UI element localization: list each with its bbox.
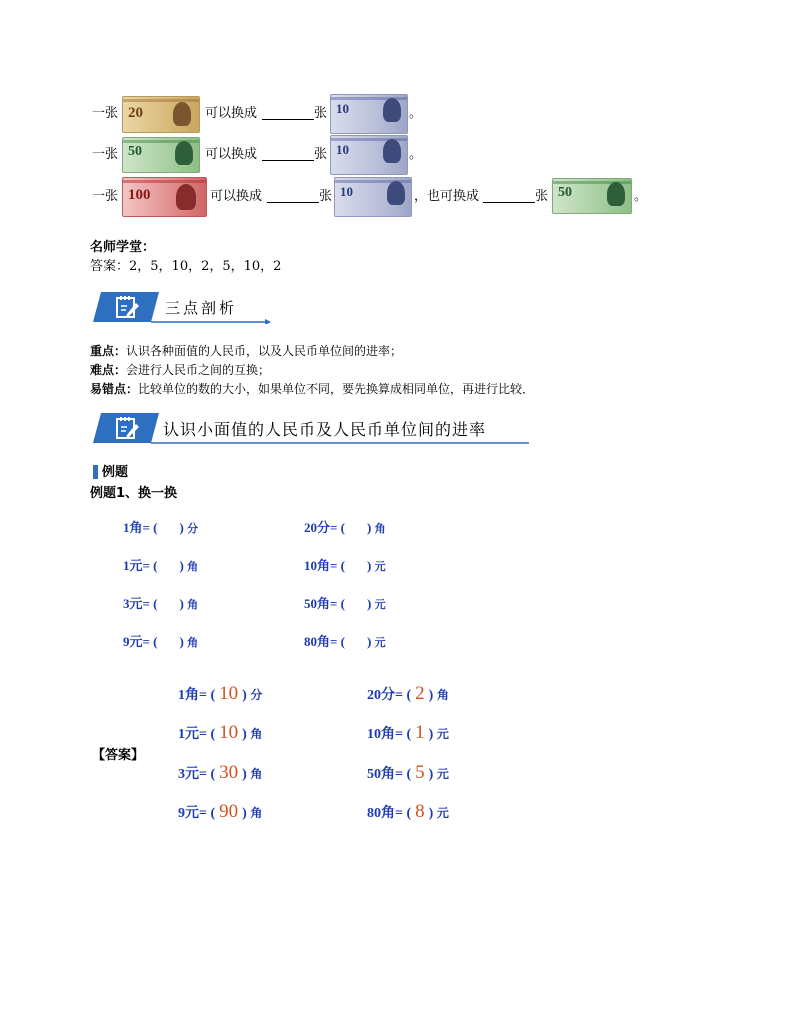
row1-unit: 张 (314, 106, 328, 121)
answer-value: 8 (415, 801, 425, 822)
answer-left: 10角= ( (367, 727, 412, 742)
row1-blank[interactable] (262, 106, 314, 120)
section1-header (93, 292, 273, 324)
row2-unit: 张 (314, 147, 328, 162)
answer-item (367, 801, 449, 823)
answer-value: 1 (415, 722, 425, 743)
banknote-10-image (334, 177, 412, 217)
banknote-50-value: 50 (128, 144, 142, 159)
answer-left: 1元= ( (178, 727, 216, 742)
answer-value: 30 (219, 762, 239, 783)
answer-value: 5 (415, 762, 425, 783)
answer-value: 10 (219, 683, 239, 704)
question-unit: 元 (374, 598, 386, 611)
question-right: ) (179, 558, 188, 573)
question-right: ) (367, 520, 375, 535)
banknote-100-value: 100 (128, 187, 151, 203)
answer-unit: 元 (436, 727, 449, 741)
answer-unit: 角 (250, 767, 263, 781)
answer-item (367, 683, 449, 705)
section1-title: 三点剖析 (165, 299, 238, 317)
question-right: ) (179, 520, 188, 535)
banknote-10-value: 10 (336, 101, 349, 116)
error-point (90, 381, 534, 397)
answer-left: 80角= ( (367, 806, 412, 821)
section2-header (93, 413, 533, 445)
question-unit: 元 (374, 560, 386, 573)
answer-value: 90 (219, 801, 239, 822)
answer-item (178, 762, 262, 784)
banknote-10-image (330, 135, 408, 175)
example-marker (93, 465, 98, 479)
question-left: 3元= ( (123, 596, 158, 611)
answer-value: 2 (415, 683, 425, 704)
row3-blank-2[interactable] (483, 189, 535, 203)
row3-blank-1[interactable] (267, 189, 319, 203)
question-left: 1元= ( (123, 558, 158, 573)
banknote-20-value: 20 (128, 105, 143, 121)
row3-end: 。 (634, 189, 648, 204)
question-item (304, 593, 386, 612)
answer-left: 20分= ( (367, 688, 412, 703)
answer-item (178, 683, 262, 705)
row2-mid: 可以换成 (205, 147, 258, 162)
answer-right: ) (242, 727, 251, 742)
row2-end: 。 (409, 147, 423, 162)
question-left: 9元= ( (123, 634, 158, 649)
answer-right: ) (242, 806, 251, 821)
question-item (123, 555, 198, 574)
answer-right: ) (428, 688, 437, 703)
answer-value: 10 (219, 722, 239, 743)
answer-right: ) (428, 806, 437, 821)
question-left: 50角= ( (304, 596, 345, 611)
banknote-100-image (122, 177, 207, 217)
question-item (123, 593, 198, 612)
answer-unit: 分 (250, 688, 263, 702)
row2-lead: 一张 (92, 147, 119, 162)
banknote-50-value: 50 (558, 185, 572, 200)
answer-right: ) (428, 727, 437, 742)
question-item (304, 631, 386, 650)
key-point-text: 认识各种面值的人民币，以及人民币单位间的进率； (126, 344, 403, 358)
question-item (304, 517, 386, 536)
row3-mid: 可以换成 (210, 189, 263, 204)
hard-point-text: 会进行人民币之间的互换； (126, 363, 271, 377)
answer-line: 答案：2，5，10，2，5，10，2 (90, 259, 282, 274)
question-left: 80角= ( (304, 634, 345, 649)
question-unit: 分 (187, 522, 199, 535)
answer-left: 3元= ( (178, 767, 216, 782)
notepad-pen-icon (115, 416, 141, 440)
row3-unit: 张 (319, 189, 333, 204)
answer-unit: 角 (250, 806, 263, 820)
answer-item (367, 722, 449, 744)
answer-unit: 角 (436, 688, 449, 702)
row3-lead: 一张 (92, 189, 119, 204)
question-unit: 元 (374, 636, 386, 649)
row2-blank[interactable] (262, 147, 314, 161)
teacher-label: 名师学堂： (90, 240, 156, 255)
answer-left: 1角= ( (178, 688, 216, 703)
row3-unit2: 张 (535, 189, 549, 204)
question-left: 1角= ( (123, 520, 158, 535)
error-point-text: 比较单位的数的大小，如果单位不同，要先换算成相同单位，再进行比较． (138, 382, 535, 396)
answer-item (367, 762, 449, 784)
answer-right: ) (428, 767, 437, 782)
key-point-label: 重点： (90, 344, 127, 358)
row1-lead: 一张 (92, 106, 119, 121)
answer-left: 50角= ( (367, 767, 412, 782)
answer-unit: 元 (436, 806, 449, 820)
question-right: ) (367, 596, 375, 611)
notepad-pen-icon (115, 295, 141, 319)
question-left: 10角= ( (304, 558, 345, 573)
example-title: 例题1、换一换 (90, 486, 178, 501)
banknote-50-image (552, 178, 632, 214)
banknote-50-image (122, 137, 200, 173)
answers-label: 【答案】 (92, 748, 145, 763)
question-left: 20分= ( (304, 520, 345, 535)
row1-end: 。 (409, 106, 423, 121)
question-unit: 角 (374, 522, 386, 535)
row3-mid2: ，也可换成 (414, 189, 480, 204)
answer-left: 9元= ( (178, 806, 216, 821)
question-item (304, 555, 386, 574)
banknote-10-value: 10 (336, 142, 349, 157)
error-point-label: 易错点： (90, 382, 139, 396)
answer-right: ) (242, 767, 251, 782)
question-unit: 角 (187, 636, 199, 649)
question-item (123, 517, 198, 536)
question-unit: 角 (187, 560, 199, 573)
question-right: ) (367, 558, 375, 573)
section2-title: 认识小面值的人民币及人民币单位间的进率 (163, 420, 487, 439)
answer-item (178, 722, 262, 744)
banknote-10-image (330, 94, 408, 134)
example-heading: 例题 (102, 465, 129, 480)
banknote-10-value: 10 (340, 184, 353, 199)
question-unit: 角 (187, 598, 199, 611)
hard-point (90, 362, 270, 378)
hard-point-label: 难点： (90, 363, 127, 377)
answer-item (178, 801, 262, 823)
answer-unit: 元 (436, 767, 449, 781)
question-item (123, 631, 198, 650)
question-right: ) (367, 634, 375, 649)
answer-right: ) (242, 688, 251, 703)
banknote-20-image (122, 96, 200, 133)
answer-unit: 角 (250, 727, 263, 741)
row1-mid: 可以换成 (205, 106, 258, 121)
question-right: ) (179, 596, 188, 611)
key-point (90, 343, 402, 359)
question-right: ) (179, 634, 188, 649)
